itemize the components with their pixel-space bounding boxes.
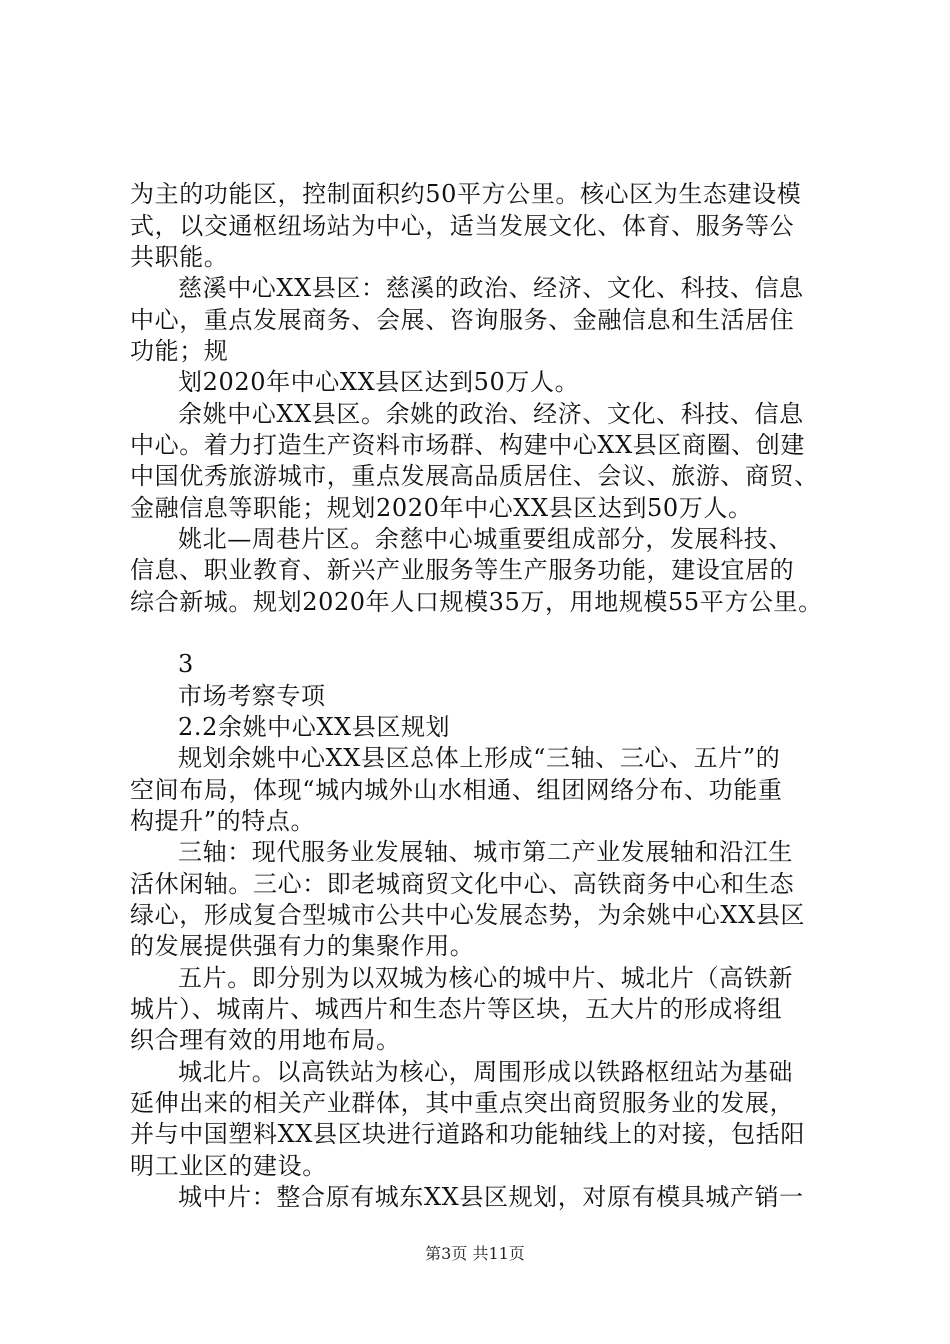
text-line: 城片）、城南片、城西片和生态片等区块，五大片的形成将组 bbox=[130, 995, 783, 1023]
text-line: 功能；规 bbox=[130, 337, 229, 365]
page-number-marker: 3 bbox=[178, 650, 194, 678]
paragraph-first-line: 城中片：整合原有城东XX县区规划，对原有模具城产销一 bbox=[178, 1183, 804, 1211]
text-line: 信息、职业教育、新兴产业服务等生产服务功能，建设宜居的 bbox=[130, 556, 795, 584]
paragraph-first-line: 城北片。以高铁站为核心，周围形成以铁路枢纽站为基础 bbox=[178, 1058, 793, 1086]
text-line: 的发展提供强有力的集聚作用。 bbox=[130, 932, 475, 960]
text-line: 延伸出来的相关产业群体，其中重点突出商贸服务业的发展， bbox=[130, 1089, 795, 1117]
text-line: 中心。着力打造生产资料市场群、构建中心XX县区商圈、创建 bbox=[130, 431, 805, 459]
paragraph-first-line: 三轴：现代服务业发展轴、城市第二产业发展轴和沿江生 bbox=[178, 838, 793, 866]
text-line: 共职能。 bbox=[130, 243, 229, 271]
text-line: 式，以交通枢纽场站为中心，适当发展文化、体育、服务等公 bbox=[130, 212, 795, 240]
section-heading: 2.2余姚中心XX县区规划 bbox=[178, 713, 451, 741]
text-line: 金融信息等职能；规划2020年中心XX县区达到50万人。 bbox=[130, 494, 753, 522]
text-line: 构提升”的特点。 bbox=[130, 807, 316, 835]
text-line: 明工业区的建设。 bbox=[130, 1152, 327, 1180]
page-footer: 第3页 共11页 bbox=[425, 1244, 525, 1263]
paragraph-first-line: 姚北—周巷片区。余慈中心城重要组成部分，发展科技、 bbox=[178, 525, 793, 553]
paragraph-first-line: 慈溪中心XX县区：慈溪的政治、经济、文化、科技、信息 bbox=[178, 274, 804, 302]
text-line: 为主的功能区，控制面积约50平方公里。核心区为生态建设模 bbox=[130, 180, 802, 208]
section-label: 市场考察专项 bbox=[178, 682, 326, 710]
text-line: 中国优秀旅游城市，重点发展高品质居住、会议、旅游、商贸、 bbox=[130, 462, 819, 490]
text-line: 并与中国塑料XX县区块进行道路和功能轴线上的对接，包括阳 bbox=[130, 1120, 805, 1148]
paragraph-first-line: 余姚中心XX县区。余姚的政治、经济、文化、科技、信息 bbox=[178, 400, 804, 428]
text-line: 绿心，形成复合型城市公共中心发展态势，为余姚中心XX县区 bbox=[130, 901, 805, 929]
paragraph-first-line: 五片。即分别为以双城为核心的城中片、城北片（高铁新 bbox=[178, 964, 793, 992]
paragraph-first-line: 规划余姚中心XX县区总体上形成“三轴、三心、五片”的 bbox=[178, 744, 781, 772]
text-line: 综合新城。规划2020年人口规模35万，用地规模55平方公里。 bbox=[130, 588, 823, 616]
text-line: 织合理有效的用地布局。 bbox=[130, 1026, 401, 1054]
paragraph-first-line: 划2020年中心XX县区达到50万人。 bbox=[178, 368, 580, 396]
text-line: 活休闲轴。三心：即老城商贸文化中心、高铁商务中心和生态 bbox=[130, 870, 795, 898]
text-line: 空间布局，体现“城内城外山水相通、组团网络分布、功能重 bbox=[130, 776, 783, 804]
text-line: 中心，重点发展商务、会展、咨询服务、金融信息和生活居住 bbox=[130, 306, 795, 334]
